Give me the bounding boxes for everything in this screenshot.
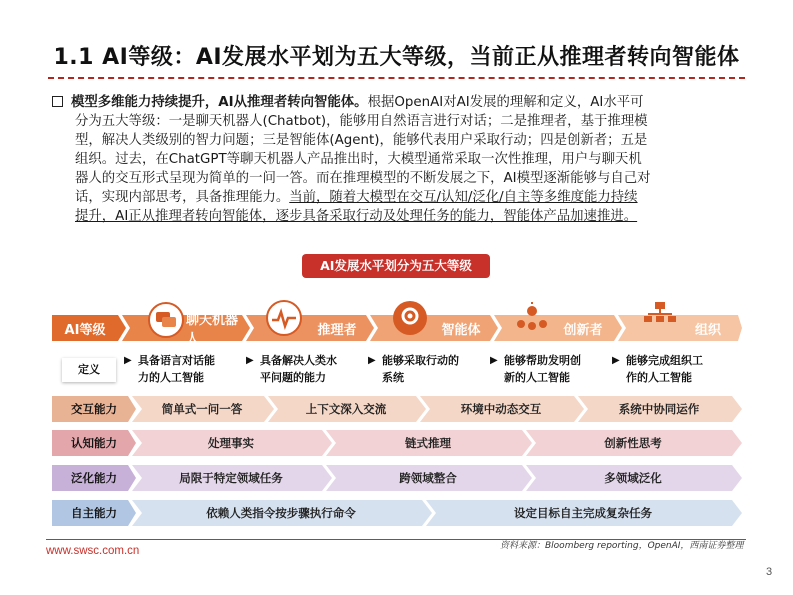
paragraph-line — [52, 169, 752, 188]
capability-stage: 创新性思考 — [604, 436, 662, 450]
level-reasoner: 推理者 — [317, 322, 357, 338]
capability-row-cognition — [52, 430, 742, 456]
capability-label: 自主能力 — [71, 506, 117, 520]
capability-stage: 链式推理 — [405, 436, 451, 450]
capability-stage: 设定目标自主完成复杂任务 — [514, 506, 652, 520]
paragraph-line — [52, 207, 752, 226]
capability-row-autonomy — [52, 500, 742, 526]
level-agent: 智能体 — [441, 322, 481, 338]
level-innovator: 创新者 — [563, 322, 603, 338]
summary-paragraph — [52, 93, 752, 226]
footer-url: www.swsc.com.cn — [46, 545, 140, 557]
paragraph-text: 提升，AI正从推理者转向智能体，逐步具备采取行动及处理任务的能力，智能体产品加速推进。 — [75, 209, 638, 224]
capability-row-generalization — [52, 465, 742, 491]
paragraph-text: 型，解决人类级别的智力问题；三是智能体(Agent)，能够代表用户采取行动；四是创新者；五是 — [75, 133, 648, 148]
definition-label: 定义 — [62, 358, 116, 382]
level-chatbot: 聊天机器人 — [186, 313, 239, 347]
title-divider — [48, 77, 745, 79]
diagram-title-badge: AI发展水平划分为五大等级 — [302, 254, 490, 278]
capability-stage: 多领域泛化 — [604, 471, 662, 485]
capability-row-interaction — [52, 396, 742, 422]
levels-label: AI等级 — [64, 322, 106, 338]
capability-stage: 依赖人类指令按步骤执行命令 — [206, 506, 356, 520]
paragraph-text: 模型多维能力持续提升，AI从推理者转向智能体。 — [71, 95, 368, 110]
capability-stage: 处理事实 — [208, 436, 254, 450]
paragraph-text: 组织。过去，在ChatGPT等聊天机器人产品推出时，大模型通常采取一次性推理，用户与聊天机 — [75, 152, 642, 167]
definition-innovator: ▶ 能够帮助发明创 新的人工智能 — [490, 354, 581, 384]
source-note: 资料来源：Bloomberg reporting，OpenAI，西南证券整理 — [500, 541, 744, 551]
capability-stage: 环境中动态交互 — [460, 402, 542, 416]
org-chart-icon — [644, 302, 676, 322]
paragraph-line — [52, 150, 752, 169]
capability-label: 泛化能力 — [71, 471, 117, 485]
capability-stage: 局限于特定领域任务 — [179, 471, 283, 485]
ai-levels-row — [52, 300, 742, 352]
paragraph-text: 根据OpenAI对AI发展的理解和定义，AI水平可 — [367, 95, 644, 110]
capability-stage: 跨领域整合 — [399, 471, 457, 485]
paragraph-text: 器人的交互形式呈现为简单的一问一答。而在推理模型的不断发展之下，AI模型逐渐能够与自己对 — [75, 171, 651, 186]
level-organization: 组织 — [694, 322, 721, 338]
pulse-icon — [267, 301, 301, 335]
capability-stage: 简单式一问一答 — [161, 402, 243, 416]
chat-bubble-icon — [149, 303, 183, 337]
levels-arrow-graphic — [52, 300, 742, 352]
page-title: 1.1 AI等级：AI发展水平划为五大等级，当前正从推理者转向智能体 — [53, 45, 740, 70]
paragraph-text: 当前，随着大模型在交互/认知/泛化/自主等多维度能力持续 — [289, 190, 638, 205]
definition-row — [52, 352, 742, 390]
definition-organization: ▶ 能够完成组织工 作的人工智能 — [612, 354, 703, 384]
definition-agent: ▶ 能够采取行动的 系统 — [368, 354, 459, 384]
capability-label: 认知能力 — [71, 436, 117, 450]
paragraph-line — [52, 93, 752, 112]
paragraph-line — [52, 188, 752, 207]
paragraph-line — [52, 131, 752, 150]
brain-gear-icon — [393, 301, 427, 335]
paragraph-text: 话，实现内部思考，具备推理能力。 — [75, 190, 290, 205]
page-number: 3 — [766, 566, 773, 578]
definition-chatbot: ▶ 具备语言对话能 力的人工智能 — [124, 354, 215, 384]
paragraph-text: 分为五大等级：一是聊天机器人(Chatbot)，能够用自然语言进行对话；二是推理者，基于推理模 — [75, 114, 648, 129]
definition-reasoner: ▶ 具备解决人类水 平问题的能力 — [246, 354, 337, 384]
paragraph-line — [52, 112, 752, 131]
footer-divider — [46, 539, 746, 540]
checkbox-bullet-icon — [52, 96, 63, 107]
capability-stage: 上下文深入交流 — [305, 402, 387, 416]
capability-stage: 系统中协同运作 — [618, 402, 700, 416]
capability-label: 交互能力 — [71, 402, 117, 416]
